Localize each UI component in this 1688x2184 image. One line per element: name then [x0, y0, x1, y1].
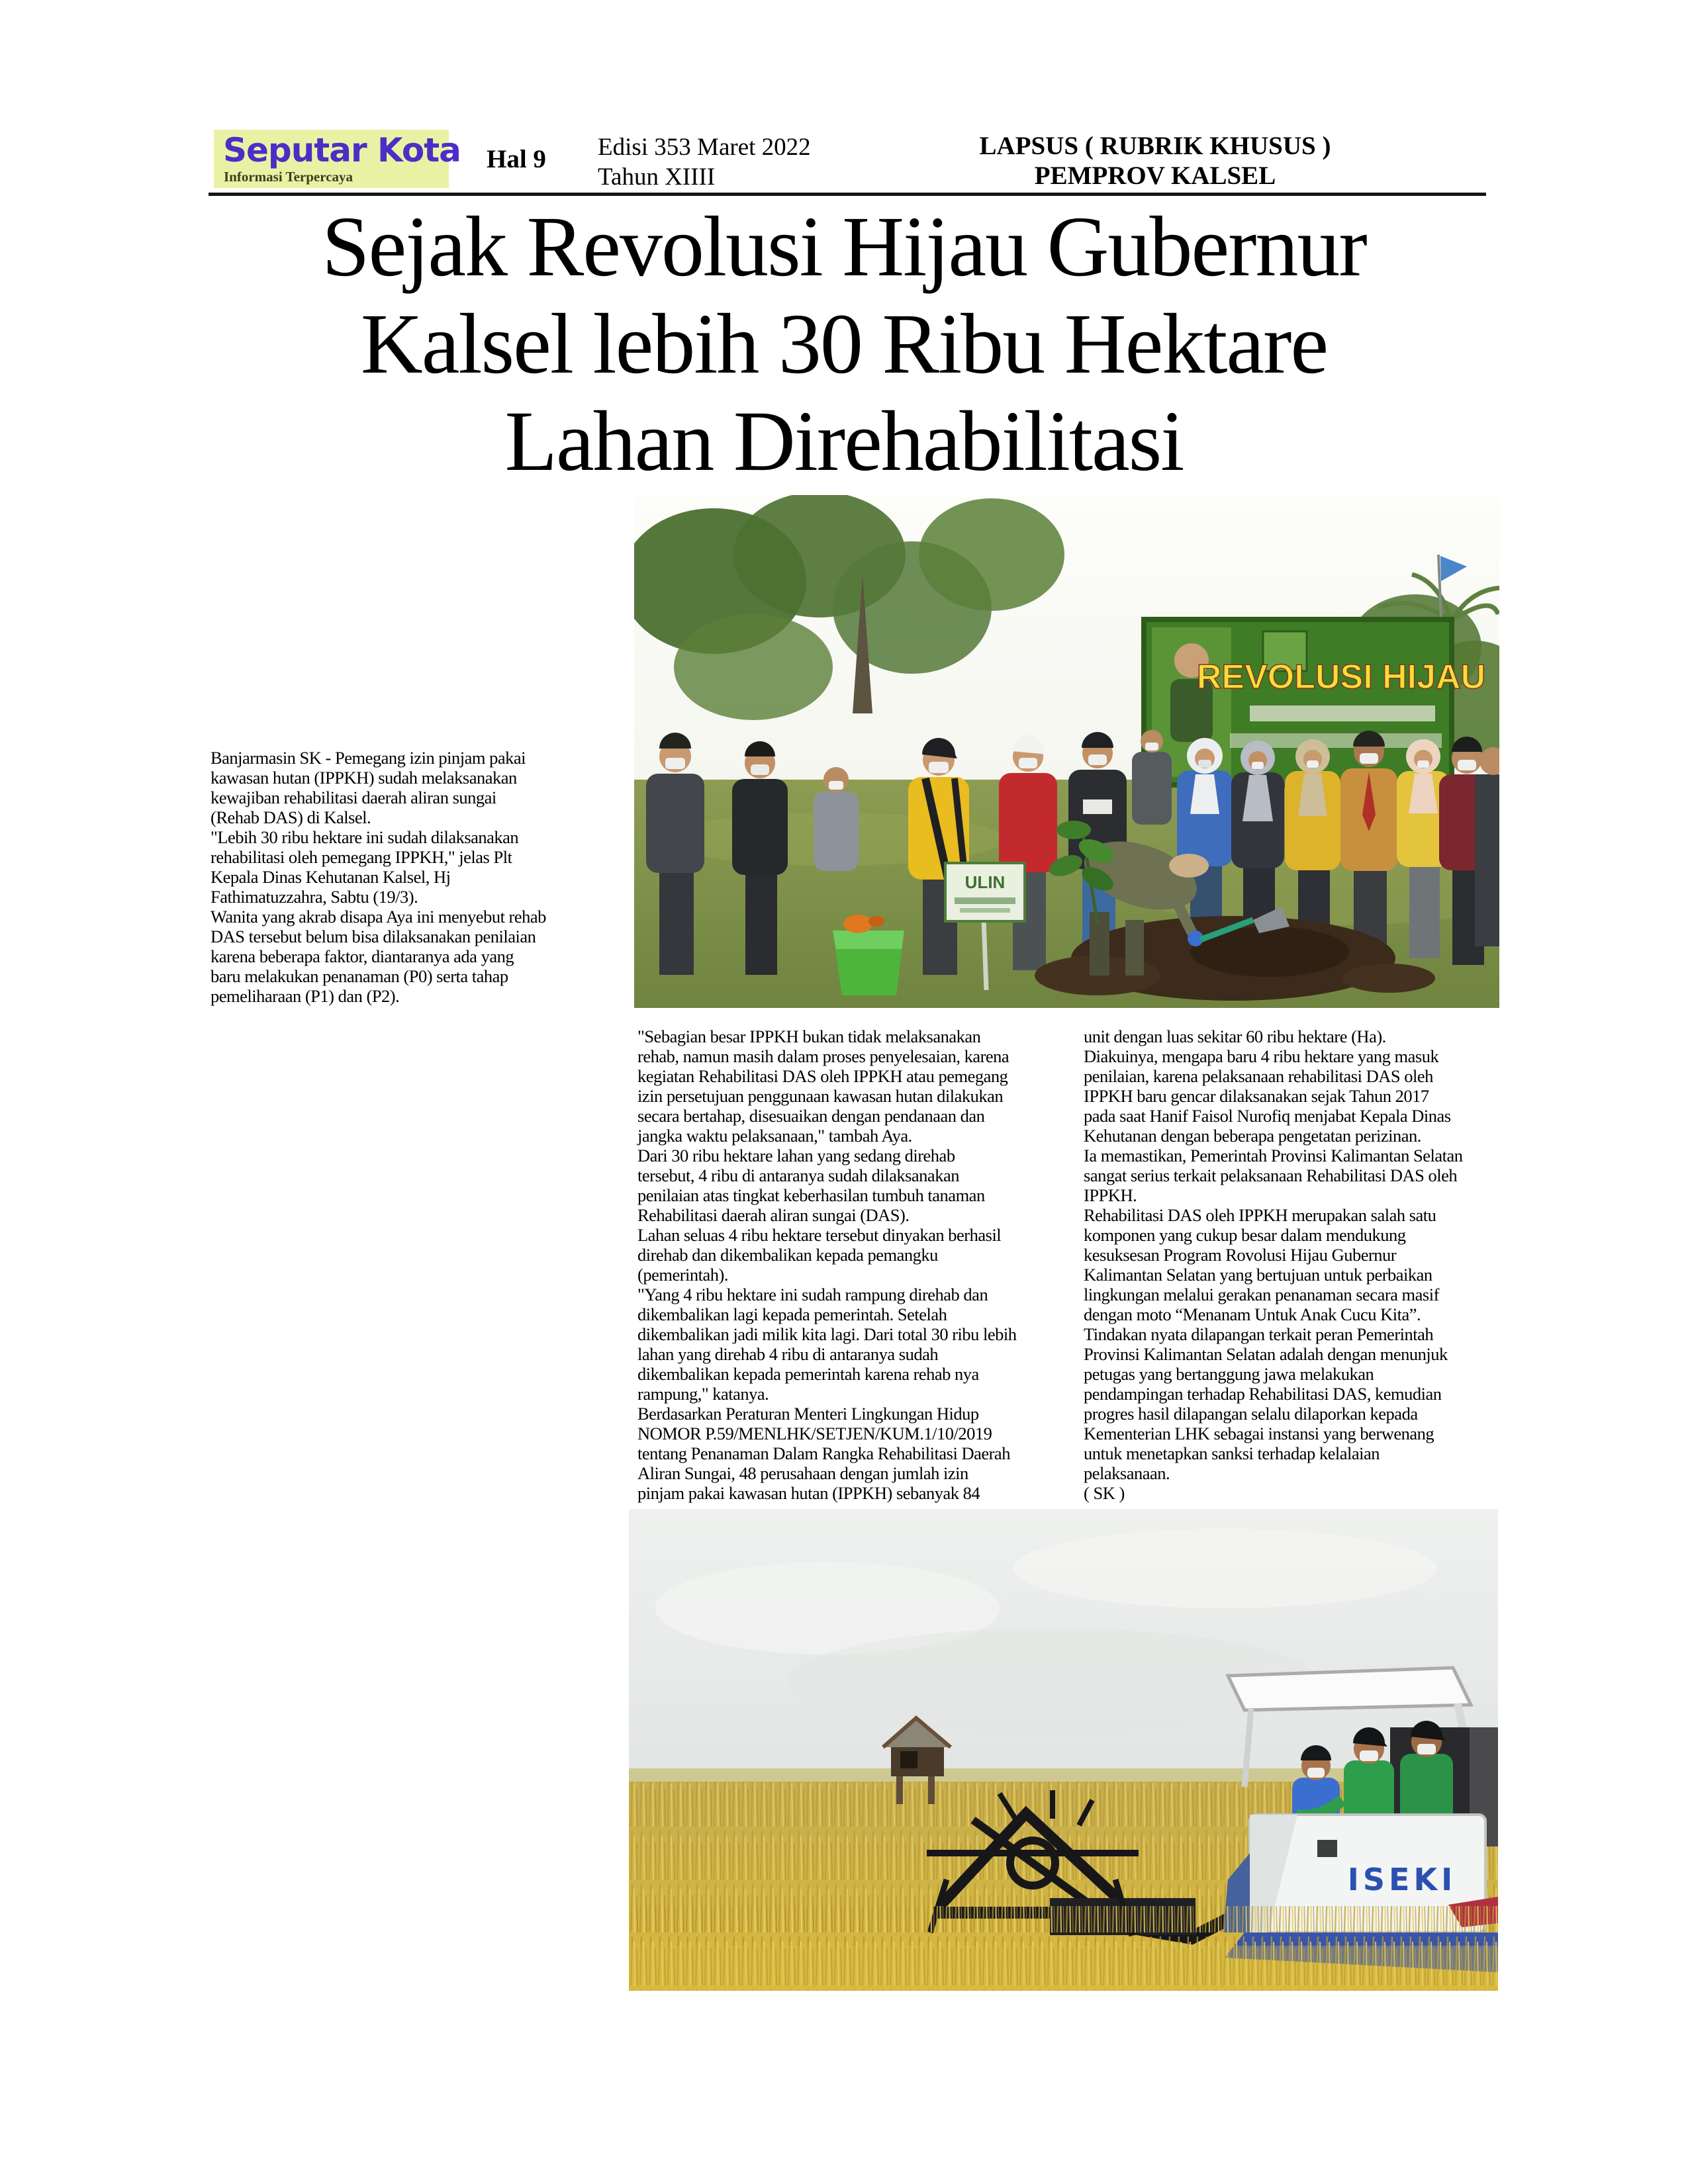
newspaper-logo — [214, 130, 461, 188]
text-line: Ia memastikan, Pemerintah Provinsi Kalimantan Selatan — [1084, 1146, 1463, 1165]
article-column-middle — [637, 1026, 1074, 1503]
text-line: penilaian, karena pelaksanaan rehabilitasi DAS oleh — [1084, 1066, 1433, 1086]
text-line: pelaksanaan. — [1084, 1463, 1170, 1483]
text-line: tersebut, 4 ribu di antaranya sudah dilaksanakan — [637, 1165, 959, 1185]
text-line: "Lebih 30 ribu hektare ini sudah dilaksanakan — [211, 827, 519, 847]
text-line: (Rehab DAS) di Kalsel. — [211, 807, 371, 827]
text-line: petugas yang bertanggung jawa melakukan — [1084, 1364, 1374, 1384]
text-line: dikembalikan lagi kepada pemerintah. Setelah — [637, 1304, 947, 1324]
text-line: pinjam pakai kawasan hutan (IPPKH) sebanyak 84 — [637, 1483, 980, 1503]
text-line: pendampingan terhadap Rehabilitasi DAS, kemudian — [1084, 1384, 1442, 1404]
text-line: unit dengan luas sekitar 60 ribu hektare (Ha). — [1084, 1026, 1386, 1046]
logo-title: Seputar Kota — [223, 131, 461, 169]
text-line: Rehabilitasi DAS oleh IPPKH merupakan salah satu — [1084, 1205, 1436, 1225]
text-line: untuk menetapkan sanksi terhadap kelalaian — [1084, 1443, 1380, 1463]
text-line: kawasan hutan (IPPKH) sudah melaksanakan — [211, 768, 517, 788]
text-line: penilaian atas tingkat keberhasilan tumbuh tanaman — [637, 1185, 985, 1205]
text-line: rehab, namun masih dalam proses penyelesaian, karena — [637, 1046, 1009, 1066]
text-line: Fathimatuzzahra, Sabtu (19/3). — [211, 887, 418, 907]
tree-planting-photo — [634, 495, 1499, 1008]
text-line: dikembalikan jadi milik kita lagi. Dari total 30 ribu lebih — [637, 1324, 1017, 1344]
text-line: ( SK ) — [1084, 1483, 1125, 1503]
rice-harvest-photo — [629, 1509, 1498, 1991]
text-line: Wanita yang akrab disapa Aya ini menyebut rehab — [211, 907, 546, 927]
banner-title: REVOLUSI HIJAU — [1196, 658, 1486, 696]
text-line: rehabilitasi oleh pemegang IPPKH," jelas Plt — [211, 847, 512, 867]
text-line: kewajiban rehabilitasi daerah aliran sungai — [211, 788, 496, 807]
text-line: baru melakukan penanaman (P0) serta tahap — [211, 966, 508, 986]
text-line: (pemerintah). — [637, 1265, 728, 1285]
text-line: DAS tersebut belum bisa dilaksanakan penilaian — [211, 927, 536, 946]
article-column-left — [211, 748, 649, 1006]
text-line: kesuksesan Program Rovolusi Hijau Gubernur — [1084, 1245, 1397, 1265]
rubric-line2: PEMPROV KALSEL — [1034, 161, 1276, 190]
text-line: kegiatan Rehabilitasi DAS oleh IPPKH atau pemegang — [637, 1066, 1008, 1086]
edition-line1: Edisi 353 Maret 2022 — [598, 134, 811, 161]
machine-brand-label: ISEKI — [1347, 1862, 1457, 1897]
text-line: lingkungan melalui gerakan penanaman secara masif — [1084, 1285, 1439, 1304]
text-line: IPPKH. — [1084, 1185, 1137, 1205]
text-line: dengan moto “Menanam Untuk Anak Cucu Kita”. — [1084, 1304, 1421, 1324]
text-line: Diakuinya, mengapa baru 4 ribu hektare yang masuk — [1084, 1046, 1439, 1066]
text-line: direhab dan dikembalikan kepada pemangku — [637, 1245, 938, 1265]
text-line: Kalsel lebih 30 Ribu Hektare — [360, 296, 1328, 392]
text-line: progres hasil dilapangan selalu dilaporkan kepada — [1084, 1404, 1418, 1424]
text-line: Kalimantan Selatan yang bertujuan untuk perbaikan — [1084, 1265, 1432, 1285]
text-line: Berdasarkan Peraturan Menteri Lingkungan Hidup — [637, 1404, 979, 1424]
text-line: Lahan Direhabilitasi — [504, 394, 1184, 489]
text-line: Dari 30 ribu hektare lahan yang sedang direhab — [637, 1146, 955, 1165]
text-line: pada saat Hanif Faisol Nurofiq menjabat Kepala Dinas — [1084, 1106, 1451, 1126]
text-line: Tindakan nyata dilapangan terkait peran Pemerintah — [1084, 1324, 1434, 1344]
text-line: Rehabilitasi daerah aliran sungai (DAS). — [637, 1205, 910, 1225]
text-line: tentang Penanaman Dalam Rangka Rehabilitasi Daerah — [637, 1443, 1010, 1463]
text-line: rampung," katanya. — [637, 1384, 769, 1404]
text-line: Aliran Sungai, 48 perusahaan dengan jumlah izin — [637, 1463, 968, 1483]
text-line: pemeliharaan (P1) dan (P2). — [211, 986, 400, 1006]
text-line: IPPKH baru gencar dilaksanakan sejak Tahun 2017 — [1084, 1086, 1429, 1106]
text-line: Kementerian LHK sebagai instansi yang berwenang — [1084, 1424, 1434, 1443]
text-line: secara bertahap, disesuaikan dengan pendanaan dan — [637, 1106, 985, 1126]
edition-line2: Tahun XIIII — [598, 163, 716, 191]
text-line: karena beberapa faktor, diantaranya ada yang — [211, 946, 514, 966]
text-line: izin persetujuan penggunaan kawasan hutan dilakukan — [637, 1086, 1004, 1106]
rubric-header — [966, 131, 1344, 191]
text-line: NOMOR P.59/MENLHK/SETJEN/KUM.1/10/2019 — [637, 1424, 992, 1443]
masthead-divider — [209, 193, 1486, 196]
edition-info — [598, 132, 811, 192]
text-line: Provinsi Kalimantan Selatan adalah dengan menunjuk — [1084, 1344, 1448, 1364]
text-line: "Sebagian besar IPPKH bukan tidak melaksanakan — [637, 1026, 981, 1046]
text-line: Kepala Dinas Kehutanan Kalsel, Hj — [211, 867, 451, 887]
text-line: Kehutanan dengan beberapa pengetatan perizinan. — [1084, 1126, 1421, 1146]
text-line: "Yang 4 ribu hektare ini sudah rampung direhab dan — [637, 1285, 988, 1304]
article-column-right — [1084, 1026, 1517, 1503]
text-line: Banjarmasin SK - Pemegang izin pinjam pakai — [211, 748, 526, 768]
text-line: Sejak Revolusi Hijau Gubernur — [322, 199, 1366, 295]
rubric-line1: LAPSUS ( RUBRIK KHUSUS ) — [979, 132, 1331, 160]
page-number-label: Hal 9 — [487, 145, 546, 173]
text-line: dikembalikan kepada pemerintah karena rehab nya — [637, 1364, 979, 1384]
text-line: jangka waktu pelaksanaan," tambah Aya. — [637, 1126, 912, 1146]
text-line: Lahan seluas 4 ribu hektare tersebut dinyakan berhasil — [637, 1225, 1002, 1245]
text-line: komponen yang cukup besar dalam mendukung — [1084, 1225, 1406, 1245]
article-headline — [205, 199, 1483, 490]
text-line: sangat serius terkait pelaksanaan Rehabilitasi DAS oleh — [1084, 1165, 1458, 1185]
sign-label: ULIN — [964, 872, 1006, 892]
text-line: lahan yang direhab 4 ribu di antaranya sudah — [637, 1344, 939, 1364]
logo-tagline: Informasi Terpercaya — [224, 169, 353, 185]
